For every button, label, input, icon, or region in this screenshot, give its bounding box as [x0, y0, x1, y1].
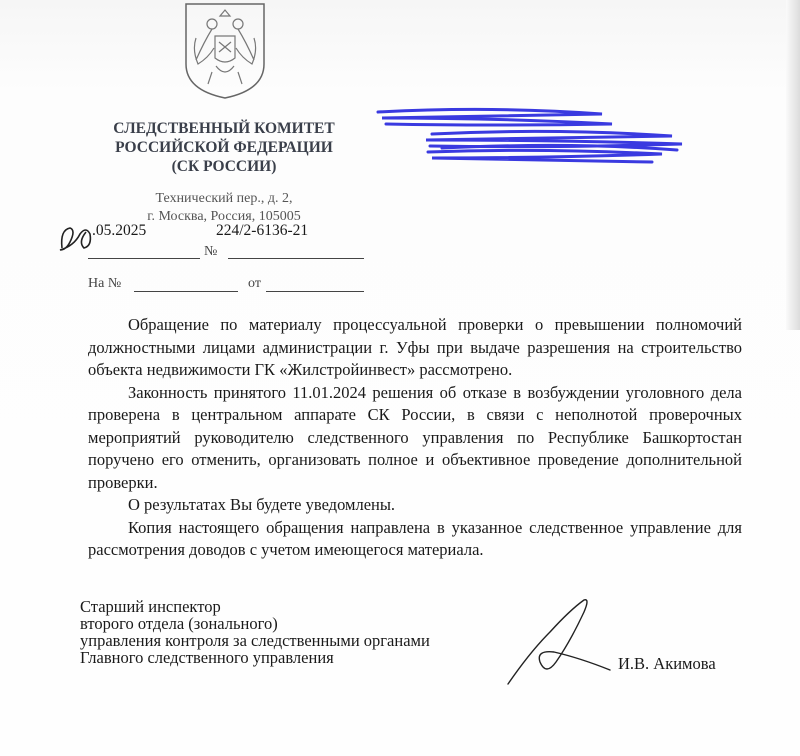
org-line-3: (СК РОССИИ) — [171, 158, 277, 175]
number-sign-label: № — [204, 244, 218, 259]
org-line-2: РОССИЙСКОЙ ФЕДЕРАЦИИ — [115, 139, 333, 156]
paragraph: Копия настоящего обращения направлена в указанное следственное управление для рассмотрения доводов с учетом имеющегося материала. — [88, 517, 742, 559]
coat-of-arms-icon — [182, 2, 268, 100]
position-line-2: второго отдела (зонального) — [80, 614, 278, 633]
redaction-scribble — [372, 104, 692, 168]
reference-number-label: На № — [88, 276, 122, 291]
position-line-4: Главного следственного управления — [80, 648, 334, 667]
org-line-1: СЛЕДСТВЕННЫЙ КОМИТЕТ — [113, 120, 335, 137]
paragraph: Законность принятого 11.01.2024 решения об отказе в возбуждении уголовного дела проверена в центральном аппарате СК России, в связи с неполнотой проверочных мероприятий руководителю следственного управления по Республике Башкортостан поручено его отменить, организовать полное и объективное проведение дополнительной проверки. — [88, 382, 742, 492]
position-line-3: управления контроля за следственными органами — [80, 631, 430, 650]
date-underline — [88, 258, 200, 259]
signer-name: И.В. Акимова — [618, 654, 716, 673]
position-line-1: Старший инспектор — [80, 597, 221, 616]
number-underline — [228, 258, 364, 259]
letter-body — [88, 314, 742, 562]
organization-address — [92, 190, 356, 226]
document-number: 224/2-6136-21 — [216, 222, 309, 239]
reference-date-line — [266, 291, 364, 292]
reference-number-line — [134, 291, 238, 292]
address-line-2: г. Москва, Россия, 105005 — [147, 209, 301, 224]
paragraph: О результатах Вы будете уведомлены. — [128, 495, 396, 514]
document-date: .05.2025 — [92, 222, 147, 239]
page-edge-shadow — [786, 0, 800, 330]
address-line-1: Технический пер., д. 2, — [155, 191, 293, 206]
signer-position — [80, 598, 430, 666]
paragraph: Обращение по материалу процессуальной проверки о превышении полномочий должностными лицами администрации г. Уфы при выдаче разрешения на строительство объекта недвижимости ГК «Жилстройинвест» рассмотрено. — [88, 315, 742, 379]
handwritten-signature — [500, 592, 620, 692]
organization-name — [92, 119, 356, 176]
reference-from-label: от — [248, 276, 261, 291]
